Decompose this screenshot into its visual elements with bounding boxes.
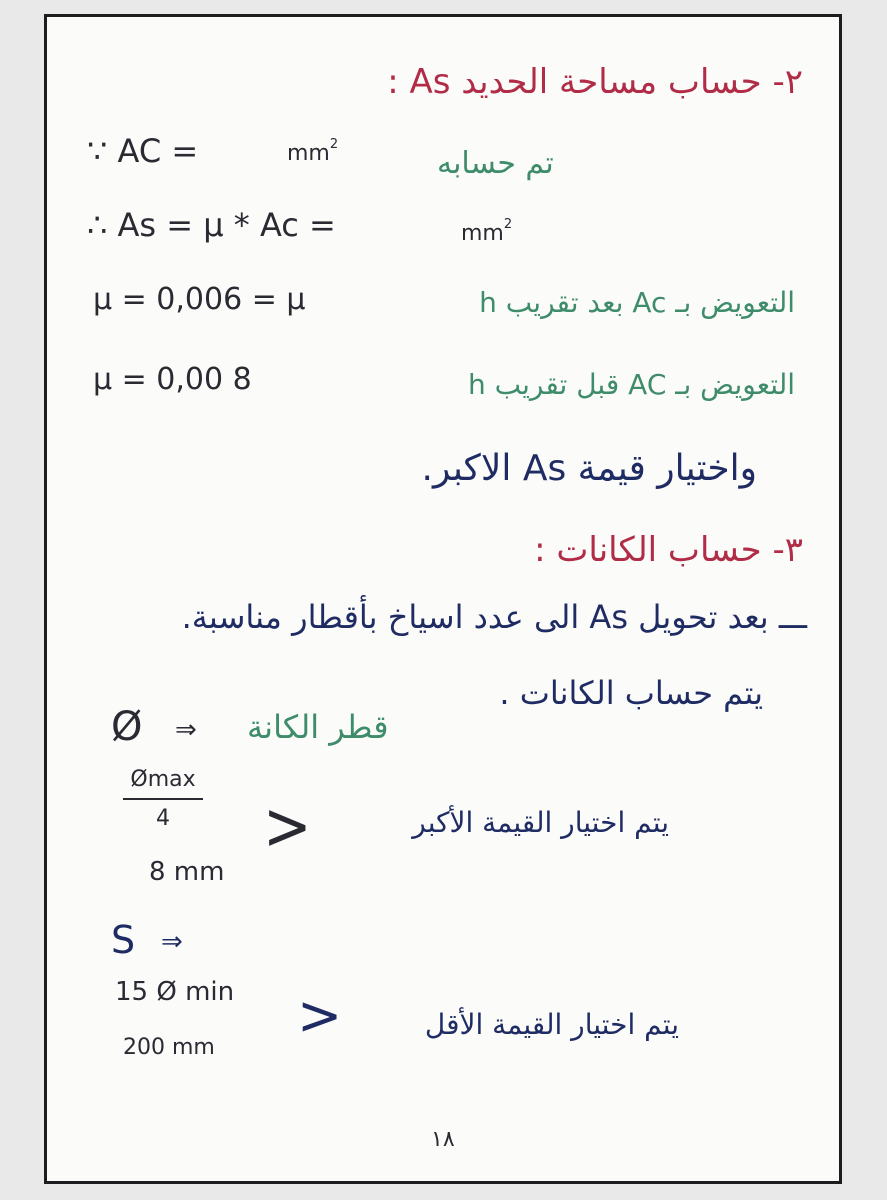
- section-3-heading: ٣- حساب الكانات :: [534, 530, 803, 570]
- calculate-stirrups-line: يتم حساب الكانات .: [499, 674, 763, 712]
- phi-arrow: ⇒: [175, 715, 197, 745]
- mu-before-note: التعويض بـ AC قبل تقريب h: [467, 368, 795, 401]
- notebook-page: [44, 14, 842, 1184]
- as-equation: [87, 206, 336, 244]
- mu-before-value: μ = 0,00 8: [93, 362, 252, 397]
- stirrup-diameter-label: قطر الكانة: [247, 708, 389, 746]
- ac-calculated-note: تم حسابه: [437, 146, 554, 181]
- ac-unit: $mm^2$: [287, 137, 339, 166]
- because-symbol: ∵: [87, 132, 108, 170]
- phi-brace: >: [263, 786, 312, 866]
- spacing-brace: >: [297, 984, 343, 1047]
- select-smallest-note: يتم اختيار القيمة الأقل: [424, 1008, 679, 1041]
- select-max-as: واختيار قيمة As الاكبر.: [421, 448, 757, 489]
- spacing-200mm: 200 mm: [123, 1035, 215, 1060]
- therefore-symbol: ∴: [87, 206, 108, 244]
- as-unit: $mm^2$: [461, 217, 513, 246]
- phi-max-numerator: Ømax: [130, 767, 196, 792]
- spacing-arrow: ⇒: [161, 927, 183, 957]
- phi-fixed-8mm: 8 mm: [149, 857, 225, 887]
- phi-max-denominator: 4: [156, 806, 170, 831]
- ac-equation: [87, 132, 199, 170]
- spacing-15-phi-min: 15 Ø min: [115, 977, 235, 1007]
- phi-symbol: Ø: [111, 704, 143, 750]
- spacing-symbol: S: [111, 918, 136, 962]
- phi-max-fraction: [123, 767, 203, 831]
- mu-after-value: μ = 0,006 = μ: [93, 282, 306, 317]
- as-lhs: As = μ * Ac =: [117, 206, 336, 244]
- convert-as-line: ـــ بعد تحويل As الى عدد اسياخ بأقطار مناسبة.: [181, 598, 807, 636]
- mu-after-note: التعويض بـ Ac بعد تقريب h: [479, 286, 795, 319]
- section-2-heading: ٢- حساب مساحة الحديد As :: [387, 62, 803, 102]
- page-number: ١٨: [431, 1127, 455, 1152]
- ac-lhs: AC =: [117, 132, 199, 170]
- fraction-bar: [123, 798, 203, 800]
- select-largest-note: يتم اختيار القيمة الأكبر: [412, 806, 669, 839]
